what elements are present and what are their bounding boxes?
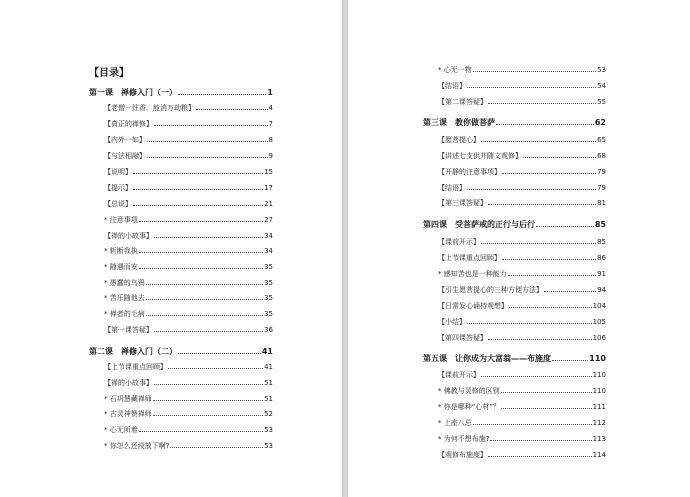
toc-page-number: 17: [264, 184, 273, 192]
toc-page-number: 65: [597, 136, 606, 144]
toc-page-number: 7: [268, 120, 273, 128]
dot-leader: [473, 424, 592, 425]
toc-entry-title: 第五课 让你成为大富翁——布施度: [423, 354, 551, 363]
toc-page-number: 106: [592, 334, 606, 342]
dot-leader: [502, 259, 596, 260]
toc-section-entry[interactable]: [104, 230, 273, 242]
dot-leader: [488, 103, 596, 104]
toc-entry-title: * 随遇而安: [104, 263, 138, 271]
toc-entry-title: * 心无一物: [438, 66, 472, 74]
toc-section-entry[interactable]: [104, 261, 273, 273]
dot-leader: [488, 339, 592, 340]
toc-page-number: 85: [594, 220, 606, 229]
toc-entry-title: 【讲述七支供并随文观修】: [438, 152, 522, 160]
toc-entry-title: 【结语】: [438, 184, 466, 192]
toc-section-entry[interactable]: [438, 417, 606, 429]
dot-leader: [501, 392, 592, 393]
toc-section-entry[interactable]: [438, 316, 606, 328]
dot-leader: [536, 226, 594, 227]
dot-leader: [523, 157, 596, 158]
toc-section-entry[interactable]: [438, 332, 606, 344]
dot-leader: [481, 141, 596, 142]
toc-page-number: 86: [597, 254, 606, 262]
toc-section-entry[interactable]: [104, 408, 273, 420]
toc-entry-title: 【日常发心诵持观想】: [438, 302, 508, 310]
toc-page-number: 114: [592, 451, 606, 459]
toc-section-entry[interactable]: [104, 150, 273, 162]
toc-section-entry[interactable]: [104, 102, 273, 114]
toc-entry-title: 【结语】: [438, 82, 466, 90]
dot-leader: [473, 71, 596, 72]
toc-page-number: 8: [268, 136, 273, 144]
toc-page-left: [0, 0, 342, 497]
toc-page-number: 68: [597, 152, 606, 160]
dot-leader: [488, 204, 596, 205]
toc-page-number: 53: [264, 442, 273, 450]
toc-entry-title: * 苦乐随他去: [104, 294, 145, 302]
dot-leader: [508, 275, 596, 276]
toc-section-entry[interactable]: [104, 424, 273, 436]
toc-entry-title: * 禅者的毛病: [104, 310, 145, 318]
dot-leader: [147, 157, 268, 158]
toc-page-number: 53: [264, 426, 273, 434]
toc-section-entry[interactable]: [438, 236, 606, 248]
toc-section-entry[interactable]: [438, 166, 606, 178]
toc-page-number: 51: [264, 395, 273, 403]
dot-leader: [146, 315, 263, 316]
toc-chapter-entry[interactable]: [423, 353, 606, 365]
dot-leader: [154, 237, 263, 238]
toc-page-number: 79: [597, 168, 606, 176]
toc-section-entry[interactable]: [438, 134, 606, 146]
toc-entry-title: 【说明】: [104, 168, 132, 176]
toc-section-entry[interactable]: [104, 292, 273, 304]
toc-page-number: 91: [597, 270, 606, 278]
toc-chapter-entry[interactable]: [89, 87, 273, 99]
toc-entry-title: * 古灵神赞禅师: [104, 410, 152, 418]
toc-page-number: 34: [264, 247, 273, 255]
dot-leader: [146, 284, 263, 285]
dot-leader: [147, 141, 268, 142]
toc-section-entry[interactable]: [104, 182, 273, 194]
toc-page-number: 110: [589, 354, 606, 363]
toc-entry-title: 【第二课答疑】: [438, 98, 487, 106]
toc-entry-title: 【课前开示】: [438, 371, 480, 379]
toc-entry-title: * 佛教与灵修的区别: [438, 387, 500, 395]
toc-entry-title: 【上节课重点回顾】: [104, 363, 167, 371]
toc-entry-title: 【总说】: [104, 200, 132, 208]
toc-section-entry[interactable]: [438, 197, 606, 209]
toc-page-number: 35: [264, 294, 273, 302]
dot-leader: [552, 360, 588, 361]
toc-section-entry[interactable]: [104, 361, 273, 373]
toc-section-entry[interactable]: [438, 284, 606, 296]
toc-section-entry[interactable]: [104, 245, 273, 257]
toc-page-number: 27: [264, 216, 273, 224]
toc-page-number: 41: [261, 347, 273, 356]
toc-entry-title: 【课前开示】: [438, 238, 480, 246]
dot-leader: [481, 243, 596, 244]
toc-page-number: 110: [592, 371, 606, 379]
dot-leader: [496, 124, 594, 125]
dot-leader: [490, 440, 591, 441]
toc-entry-title: 【第一课答疑】: [104, 326, 153, 334]
toc-entry-title: 【真正的禅修】: [104, 120, 153, 128]
toc-section-entry[interactable]: [104, 118, 273, 130]
toc-title: 【目录】: [89, 68, 129, 79]
toc-section-entry[interactable]: [438, 150, 606, 162]
toc-section-entry[interactable]: [104, 198, 273, 210]
toc-section-entry[interactable]: [104, 166, 273, 178]
toc-page-number: 53: [597, 66, 606, 74]
toc-entry-title: 【开静的注意事项】: [438, 168, 501, 176]
dot-leader: [170, 447, 263, 448]
toc-entry-title: 【引生愿菩提心的三种方便方法】: [438, 286, 543, 294]
toc-page-number: 35: [264, 263, 273, 271]
toc-entry-title: 第二课 禅修入门（二）: [89, 347, 177, 356]
toc-section-entry[interactable]: [438, 182, 606, 194]
toc-entry-title: * 注意事项: [104, 216, 138, 224]
dot-leader: [146, 299, 263, 300]
toc-page-right: [348, 0, 690, 497]
toc-page-number: 4: [268, 104, 273, 112]
toc-page-number: 112: [592, 419, 606, 427]
toc-entry-title: * 斩断我执: [104, 247, 138, 255]
toc-chapter-entry[interactable]: [423, 219, 606, 231]
dot-leader: [544, 291, 596, 292]
toc-section-entry[interactable]: [104, 214, 273, 226]
toc-entry-title: * 感知苦也是一种能力: [438, 270, 507, 278]
dot-leader: [139, 431, 263, 432]
dot-leader: [139, 221, 263, 222]
toc-page-number: 52: [264, 410, 273, 418]
toc-entry-title: * 上座八忌: [438, 419, 472, 427]
toc-page-number: 113: [592, 435, 606, 443]
dot-leader: [196, 109, 268, 110]
toc-page-number: 41: [264, 363, 273, 371]
toc-page-number: 81: [597, 199, 606, 207]
toc-page-number: 85: [597, 238, 606, 246]
dot-leader: [133, 189, 263, 190]
dot-leader: [133, 173, 263, 174]
toc-section-entry[interactable]: [438, 80, 606, 92]
dot-leader: [154, 125, 268, 126]
toc-chapter-entry[interactable]: [89, 346, 273, 358]
toc-page-number: 15: [264, 168, 273, 176]
toc-entry-title: 第四课 受菩萨戒的正行与后行: [423, 220, 535, 229]
dot-leader: [168, 368, 263, 369]
toc-entry-title: 【上节课重点回顾】: [438, 254, 501, 262]
toc-section-entry[interactable]: [438, 449, 606, 461]
toc-page-number: 36: [264, 326, 273, 334]
dot-leader: [153, 415, 263, 416]
toc-page-number: 55: [597, 98, 606, 106]
toc-page-number: 54: [597, 82, 606, 90]
toc-entry-title: 【提示】: [104, 184, 132, 192]
dot-leader: [481, 376, 592, 377]
toc-page-number: 111: [592, 403, 606, 411]
toc-entry-title: 【观修布施度】: [438, 451, 487, 459]
toc-entry-title: * 愚蠢的乌鸦: [104, 279, 145, 287]
toc-entry-title: 【内外一如】: [104, 136, 146, 144]
toc-page-number: 51: [264, 379, 273, 387]
toc-section-entry[interactable]: [438, 300, 606, 312]
toc-section-entry[interactable]: [104, 324, 273, 336]
dot-leader: [178, 353, 261, 354]
toc-entry-title: 【愿菩提心】: [438, 136, 480, 144]
toc-page-number: 1: [267, 88, 273, 97]
toc-entry-title: * 为何不想布施?: [438, 435, 490, 443]
toc-entry-title: 【第三课答疑】: [438, 199, 487, 207]
dot-leader: [467, 323, 592, 324]
toc-page-number: 35: [264, 310, 273, 318]
toc-section-entry[interactable]: [104, 377, 273, 389]
toc-page-number: 94: [597, 286, 606, 294]
dot-leader: [178, 94, 266, 95]
toc-section-entry[interactable]: [438, 369, 606, 381]
toc-section-entry[interactable]: [104, 440, 273, 452]
toc-section-entry[interactable]: [104, 308, 273, 320]
dot-leader: [139, 252, 263, 253]
toc-page-number: 21: [264, 200, 273, 208]
toc-entry-title: 【与法相融】: [104, 152, 146, 160]
toc-entry-title: 【禅的小故事】: [104, 379, 153, 387]
toc-entry-title: 【老僧一炷香，能消万劫粮】: [104, 104, 195, 112]
toc-entry-title: * 心无所着: [104, 426, 138, 434]
toc-section-entry[interactable]: [104, 393, 273, 405]
toc-page-number: 62: [594, 118, 606, 127]
dot-leader: [467, 87, 596, 88]
toc-entry-title: * 你怎么还没放下啊?: [104, 442, 170, 450]
toc-entry-title: 第三课 教你做菩萨: [423, 118, 495, 127]
dot-leader: [501, 408, 592, 409]
toc-entry-title: 第一课 禅修入门（一）: [89, 88, 177, 97]
toc-chapter-entry[interactable]: [423, 117, 606, 129]
toc-page-number: 9: [268, 152, 273, 160]
dot-leader: [133, 205, 263, 206]
toc-page-number: 105: [592, 318, 606, 326]
toc-entry-title: 【第四课答疑】: [438, 334, 487, 342]
toc-section-entry[interactable]: [104, 277, 273, 289]
dot-leader: [153, 400, 263, 401]
toc-page-number: 110: [592, 387, 606, 395]
toc-section-entry[interactable]: [438, 385, 606, 397]
toc-page-number: 34: [264, 232, 273, 240]
toc-entry-title: 【小结】: [438, 318, 466, 326]
toc-section-entry[interactable]: [438, 64, 606, 76]
dot-leader: [488, 456, 592, 457]
dot-leader: [139, 268, 263, 269]
toc-section-entry[interactable]: [438, 252, 606, 264]
toc-section-entry[interactable]: [438, 268, 606, 280]
toc-page-number: 104: [592, 302, 606, 310]
toc-section-entry[interactable]: [438, 96, 606, 108]
toc-entry-title: * 石巩慧藏禅师: [104, 395, 152, 403]
toc-page-number: 35: [264, 279, 273, 287]
dot-leader: [154, 384, 263, 385]
toc-entry-title: * 你是哪种“心材”？: [438, 403, 500, 411]
dot-leader: [467, 189, 596, 190]
dot-leader: [502, 173, 596, 174]
toc-section-entry[interactable]: [104, 134, 273, 146]
toc-page-number: 79: [597, 184, 606, 192]
dot-leader: [154, 331, 263, 332]
toc-section-entry[interactable]: [438, 433, 606, 445]
toc-entry-title: 【禅的小故事】: [104, 232, 153, 240]
dot-leader: [509, 307, 592, 308]
toc-section-entry[interactable]: [438, 401, 606, 413]
